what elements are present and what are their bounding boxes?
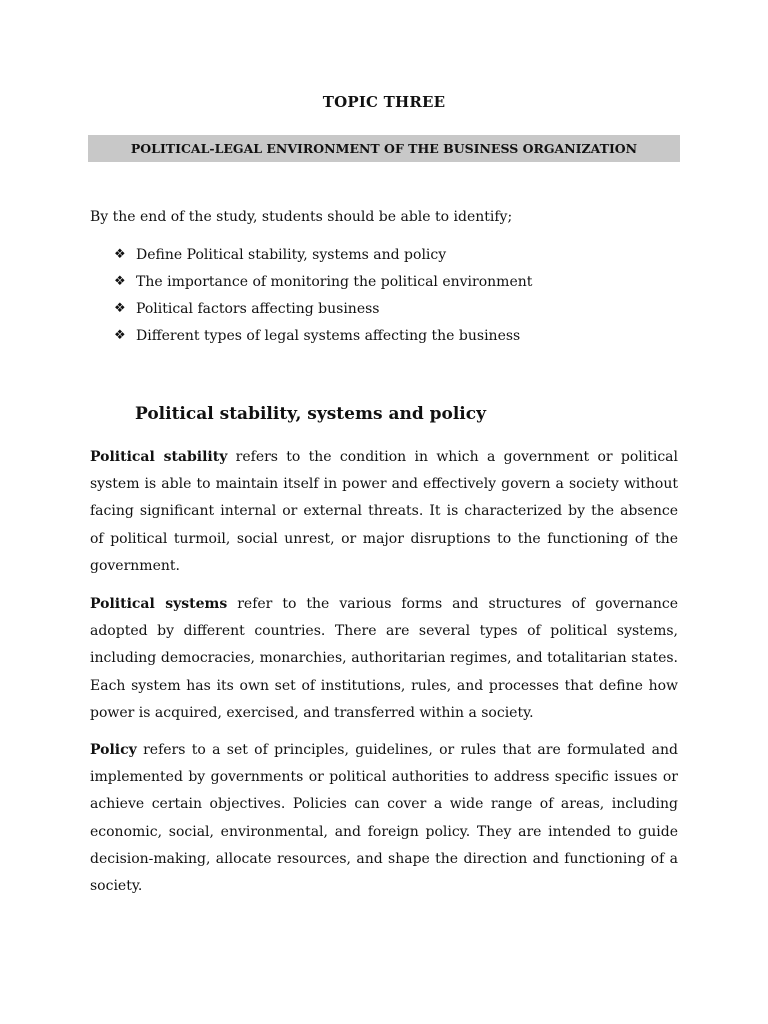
list-item: [114, 301, 532, 328]
banner-title: POLITICAL-LEGAL ENVIRONMENT OF THE BUSINESS ORGANIZATION: [130, 141, 638, 156]
paragraph-text: refer to the various forms and structures of governance adopted by different countries. There are several types of political systems, including democracies, monarchies, authoritarian regimes, and totalitarian states. Each system has its own set of institutions, rules, and processes that define how power is acquired, exercised, and transferred within a society.: [90, 596, 678, 721]
objective-text: Define Political stability, systems and policy: [136, 247, 447, 263]
paragraph-policy: [90, 737, 678, 900]
objective-text: The importance of monitoring the political environment: [136, 274, 533, 290]
learning-objectives-list: [114, 247, 532, 355]
diamond-bullet-icon: ❖: [114, 274, 126, 289]
paragraph-political-stability: [90, 444, 678, 580]
term-political-systems: Political systems: [90, 596, 228, 612]
list-item: [114, 247, 532, 274]
paragraph-political-systems: [90, 591, 678, 727]
list-item: [114, 328, 532, 355]
diamond-bullet-icon: ❖: [114, 328, 126, 343]
topic-title: TOPIC THREE: [322, 93, 446, 111]
paragraph-text: refers to the condition in which a government or political system is able to maintain itself in power and effectively govern a society without facing significant internal or external threats. It is characterized by the absence of political turmoil, social unrest, or major disruptions to the functioning of the government.: [90, 449, 678, 574]
term-political-stability: Political stability: [90, 449, 228, 465]
objective-text: Political factors affecting business: [136, 301, 380, 317]
diamond-bullet-icon: ❖: [114, 247, 126, 262]
section-heading-text: Political stability, systems and policy: [135, 404, 486, 424]
paragraph-text: refers to a set of principles, guidelines, or rules that are formulated and implemented by governments or political authorities to address specific issues or achieve certain objectives. Policies can cover a wide range of areas, including economic, social, environmental, and foreign policy. They are intended to guide decision-making, allocate resources, and shape the direction and functioning of a society.: [90, 742, 678, 895]
term-policy: Policy: [90, 742, 137, 758]
list-item: [114, 274, 532, 301]
diamond-bullet-icon: ❖: [114, 301, 126, 316]
chapter-banner: [88, 135, 680, 162]
objective-text: Different types of legal systems affecting the business: [136, 328, 521, 344]
learning-objectives-intro: By the end of the study, students should be able to identify;: [90, 209, 513, 225]
section-heading: [90, 404, 690, 424]
